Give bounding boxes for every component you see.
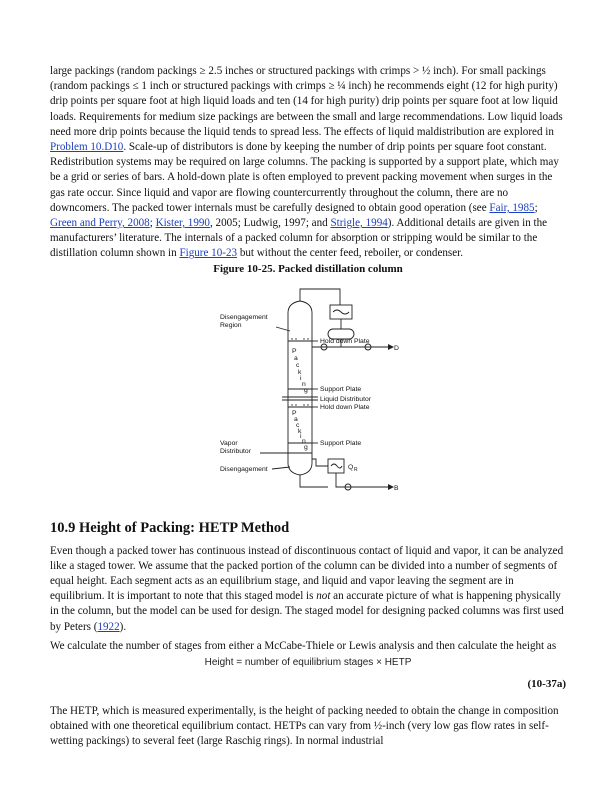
link-fair-1985[interactable]: Fair, 1985 xyxy=(489,201,535,214)
equation-number: (10-37a) xyxy=(527,678,566,691)
packing-letter: c xyxy=(296,361,300,369)
label-support-plate-bottom: Support Plate xyxy=(320,439,362,447)
label-reboiler-duty: Q xyxy=(348,463,354,471)
packing-dot xyxy=(303,338,304,339)
label-packing-top xyxy=(292,348,308,394)
label-packing-bottom xyxy=(292,410,308,451)
reboiler-vapor-return xyxy=(312,459,328,466)
label-distillate: D xyxy=(394,344,399,352)
packing-letter: i xyxy=(300,432,302,440)
packing-letter: P xyxy=(292,409,297,417)
label-disengagement-region-2: Region xyxy=(220,321,242,329)
label-vapor-distributor-2: Distributor xyxy=(220,447,251,455)
packed-column-diagram xyxy=(220,283,400,505)
packing-letter: i xyxy=(300,374,302,382)
bottoms-product-line xyxy=(336,473,388,487)
label-reboiler-duty-sub: R xyxy=(354,466,358,473)
packing-dot xyxy=(295,338,296,339)
paragraph-packing-distribution xyxy=(50,64,566,262)
figure-caption: Figure 10-25. Packed distillation column xyxy=(213,262,403,275)
packing-dot xyxy=(303,404,304,405)
link-strigle-1994[interactable]: Strigle, 1994 xyxy=(330,217,388,230)
link-green-perry-2008[interactable]: Green and Perry, 2008 xyxy=(50,217,150,230)
text-run: ). xyxy=(119,620,127,633)
packing-dot xyxy=(291,338,292,339)
paragraph-hetp: The HETP, which is measured experimentally, is the height of packing needed to obtain the change in composition obtained with one theoretical equilibrium contact. HETPs can vary from ½-inch (very low gas flow rates in self-wetting packings) to several feet (large Raschig rings). In normal industrial xyxy=(50,705,559,748)
packing-letter: n xyxy=(302,380,306,388)
text-run: , 2005; Ludwig, 1997; and xyxy=(209,217,331,230)
packing-letter: k xyxy=(298,427,302,435)
packing-dot xyxy=(307,338,308,339)
label-liquid-distributor: Liquid Distributor xyxy=(320,395,371,403)
packing-letter: k xyxy=(298,368,302,376)
emphasis-not: not xyxy=(316,590,331,603)
label-hold-down-plate-bottom: Hold down Plate xyxy=(320,403,370,411)
document-page xyxy=(50,64,566,750)
packing-letter: g xyxy=(304,386,308,394)
column-shell xyxy=(288,301,312,475)
text-run: Even though a packed tower has continuous instead of discontinuous contact of liquid and vapor, it can be analyzed like a staged tower. We assume that the packed portion of the column can be divided into a number of segments of equal height. Each segment acts as an equilibrium stage, and liquid and vapor leaving the segment are in equilibrium. It is important to note that this staged model is xyxy=(50,544,564,603)
link-problem-10-d10[interactable]: Problem 10.D10 xyxy=(50,141,124,154)
paragraph-staged-model xyxy=(50,544,566,635)
text-run: large packings (random packings ≥ 2.5 inches or structured packings with crimps > ½ inch). For small packings (random packings ≤ 1 inch or structured packings with crimps ≥ ¼ inch) he recommends eight (12 for high purity) drip points per square foot at high liquid loads and ten (14 for high purity) drip points per square foot at low liquid loads. Requirements for medium size packings are between the small and large recommendations. Low liquid loads need more drip points because the liquid tends to spread less. The effects of liquid maldistribution are explored in xyxy=(50,65,563,138)
label-vapor-distributor-1: Vapor xyxy=(220,439,238,447)
packing-dot xyxy=(291,404,292,405)
packing-letter: c xyxy=(296,421,300,429)
label-disengagement-region-1: Disengagement xyxy=(220,313,268,321)
equation-height: Height = number of equilibrium stages × HETP xyxy=(204,657,412,669)
link-kister-1990[interactable]: Kister, 1990 xyxy=(155,217,210,230)
section-heading: 10.9 Height of Packing: HETP Method xyxy=(50,519,290,536)
label-disengagement-bottom: Disengagement xyxy=(220,465,268,473)
text-run: ; xyxy=(534,201,538,214)
packing-letter: a xyxy=(294,354,298,362)
label-bottoms: B xyxy=(394,484,399,492)
text-run: ). Additional details are given in the manufacturers’ literature. The internals of a packed column for absorption or stripping would be similar to the distillation column shown in xyxy=(50,217,548,260)
packing-dot xyxy=(295,404,296,405)
packing-dot xyxy=(307,404,308,405)
condenser-coil xyxy=(333,310,349,314)
text-run: but without the center feed, reboiler, or condenser. xyxy=(237,247,464,260)
flow-arrows xyxy=(388,344,394,490)
packing-letter: n xyxy=(302,437,306,445)
text-run: an accurate picture of what is happening physically in the column, but the model can be used for design. The staged model for designing packed columns was first used by Peters ( xyxy=(50,590,564,633)
reboiler-coil xyxy=(331,464,342,468)
label-hold-down-plate-top: Hold down Plate xyxy=(320,337,370,345)
link-peters-1922[interactable]: 1922 xyxy=(97,620,120,633)
leader-disengagement-bottom xyxy=(272,467,290,469)
link-figure-10-23[interactable]: Figure 10-23 xyxy=(179,247,238,260)
text-run: ; xyxy=(149,217,156,230)
packing-letter: g xyxy=(304,443,308,451)
packed-column-figure xyxy=(50,283,566,505)
label-support-plate-top: Support Plate xyxy=(320,385,362,393)
text-run: . Scale-up of distributors is done by keeping the number of drip points per square foot constant. Redistribution systems may be required on large columns. The packing is supported by a support plate, which may be a grid or series of bars. A hold-down plate is often employed to prevent packing movement when surges in the gas rate occur. Since liquid and vapor are flowing countercurrently throughout the column, there are no downcomers. The packed tower internals must be carefully designed to obtain good operation (see xyxy=(50,141,559,214)
paragraph-calculate-stages: We calculate the number of stages from either a McCabe-Thiele or Lewis analysis and then calculate the height as xyxy=(50,639,557,652)
packing-letter: a xyxy=(294,415,298,423)
bottoms-line xyxy=(300,475,328,487)
packing-letter: P xyxy=(292,347,297,355)
